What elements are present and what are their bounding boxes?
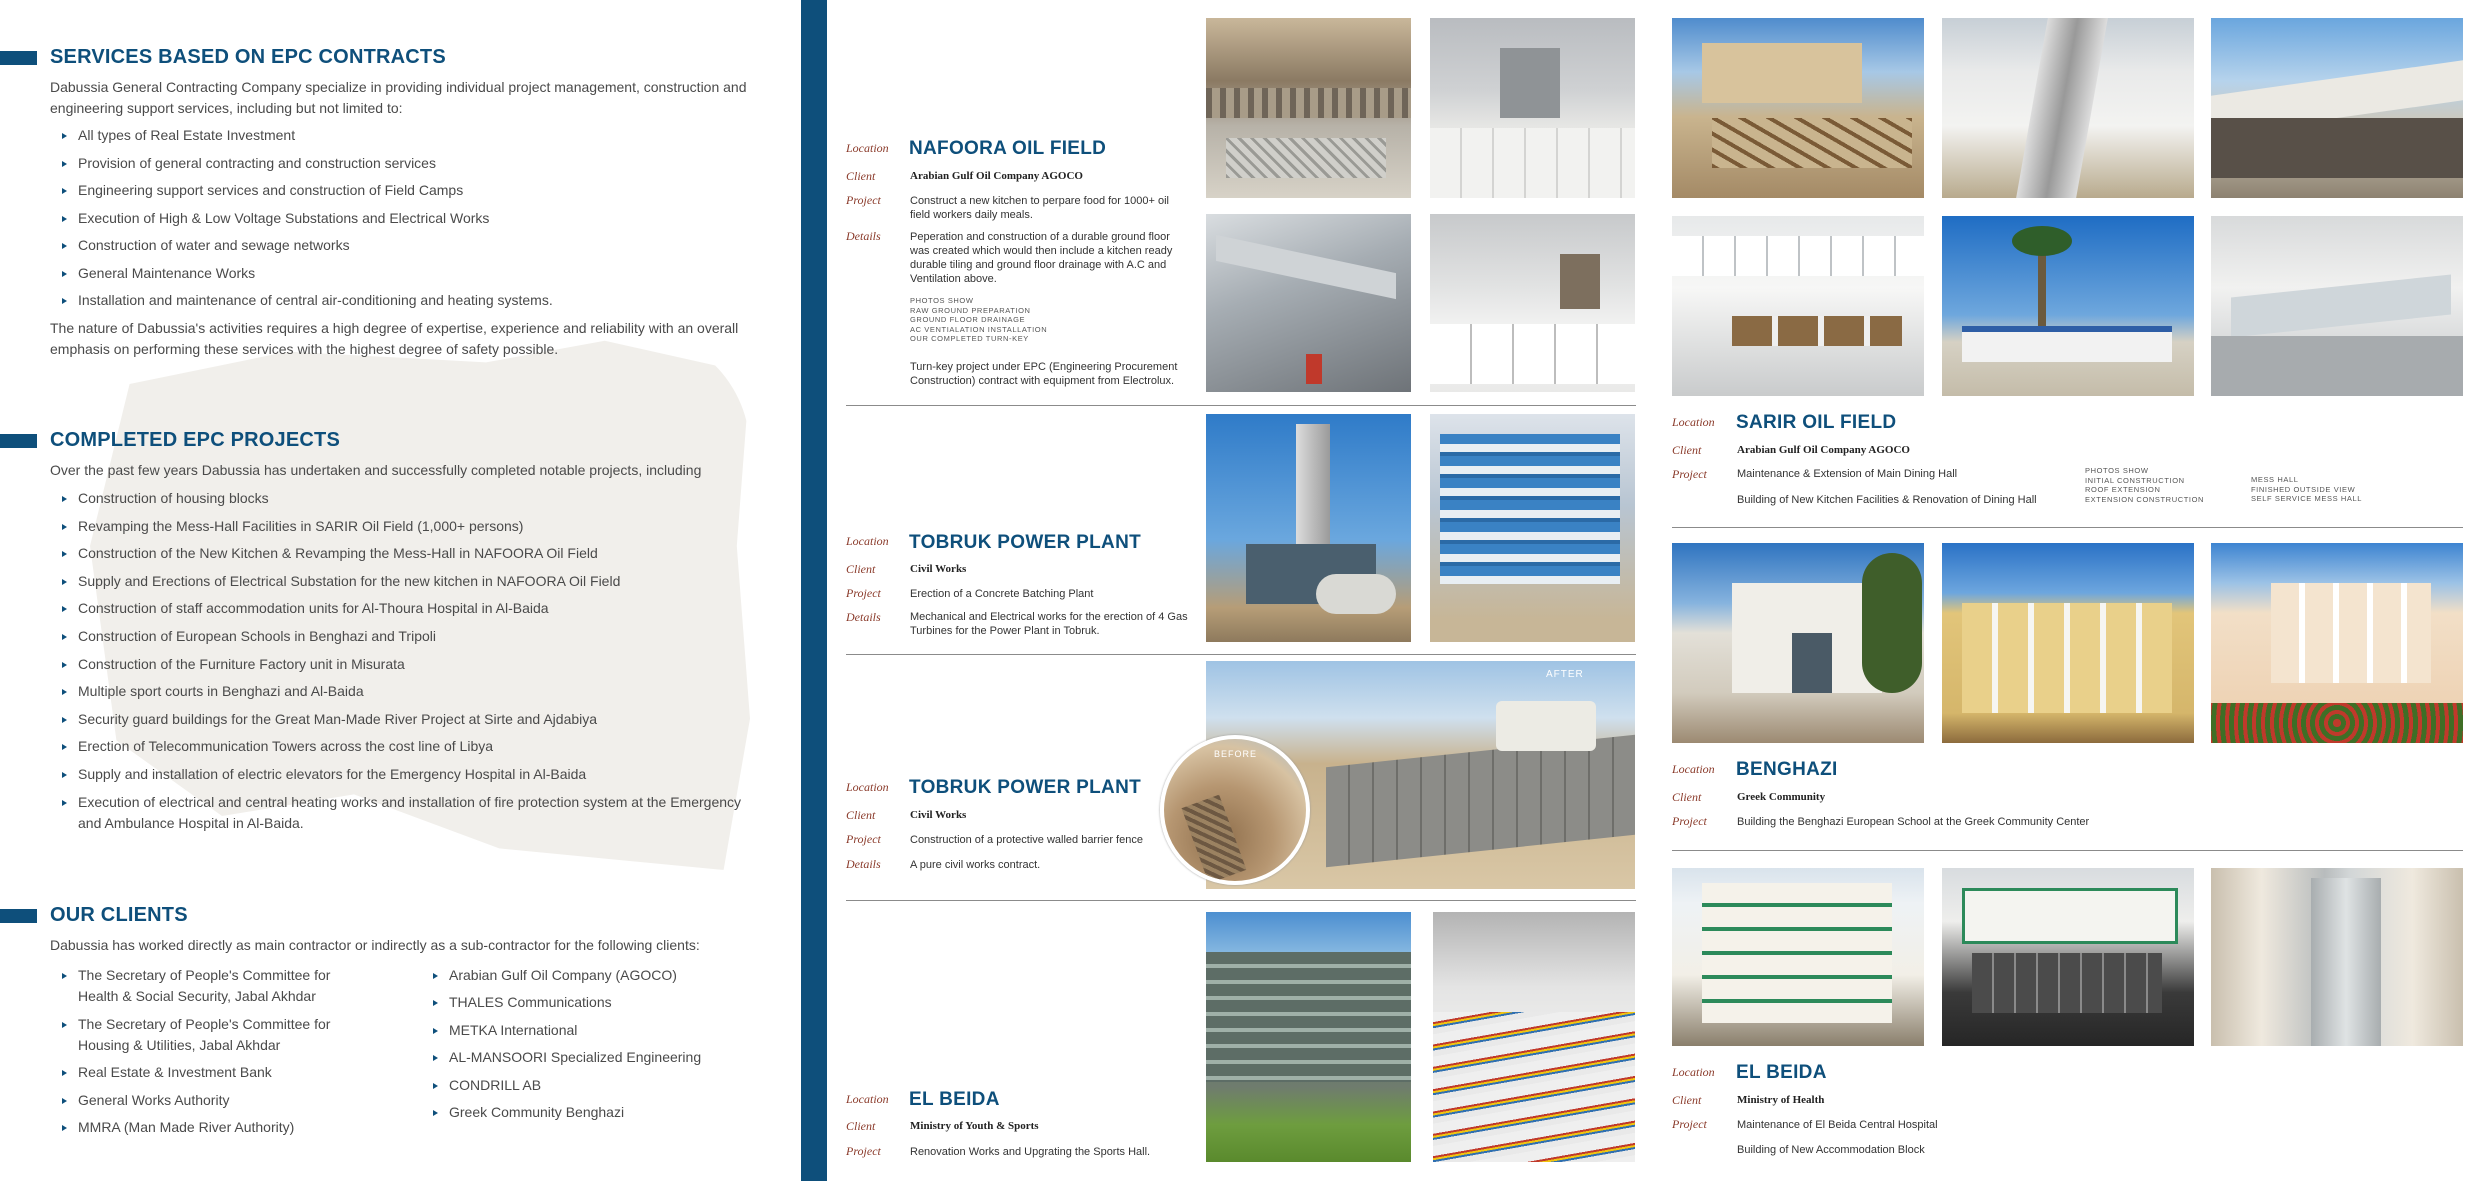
project-description: Maintenance & Extension of Main Dining Hall <box>1737 468 1958 480</box>
list-item: Supply and installation of electric elevators for the Emergency Hospital in Al-Baida <box>62 764 742 785</box>
list-item: Construction of the Furniture Factory unit in Misurata <box>62 654 742 675</box>
clients-list-col1 <box>62 965 362 1138</box>
caption-line: PHOTOS SHOW <box>910 296 974 305</box>
photo-ac-ventilation <box>1206 214 1411 392</box>
photo-roof-extension <box>1942 18 2194 198</box>
list-item: Engineering support services and construction of Field Camps <box>62 180 553 201</box>
photo-hospital-elevator <box>2211 868 2463 1046</box>
photo-finished-outside-view <box>1942 216 2194 396</box>
list-item: Real Estate & Investment Bank <box>62 1062 362 1083</box>
section-divider <box>846 405 1636 406</box>
label-project: Project <box>846 586 881 600</box>
list-item: All types of Real Estate Investment <box>62 125 553 146</box>
project-description: Building of New Kitchen Facilities & Renovation of Dining Hall <box>1737 494 2037 506</box>
caption-line: OUR COMPLETED TURN-KEY <box>910 334 1029 343</box>
photos-show-list <box>2085 466 2204 504</box>
list-item: Execution of High & Low Voltage Substations and Electrical Works <box>62 208 553 229</box>
details-description: A pure civil works contract. <box>910 859 1041 871</box>
services-intro: Dabussia General Contracting Company specialize in providing individual project management, construction and engineering support services, including but not limited to: <box>50 79 747 116</box>
client-name: Ministry of Health <box>1737 1094 1825 1106</box>
list-item: Arabian Gulf Oil Company (AGOCO) <box>433 965 773 986</box>
photo-sports-hall-exterior <box>1206 912 1411 1162</box>
project-description: Building the Benghazi European School at the Greek Community Center <box>1737 816 2090 828</box>
list-item: The Secretary of People's Committee for Housing & Utilities, Jabal Akhdar <box>62 1014 362 1056</box>
label-project: Project <box>1672 1117 1707 1131</box>
caption-line: SELF SERVICE MESS HALL <box>2251 494 2363 503</box>
photo-self-service-mess-hall <box>2211 216 2463 396</box>
label-details: Details <box>846 229 881 243</box>
caption-line: RAW GROUND PREPARATION <box>910 305 1031 315</box>
clients-intro: Dabussia has worked directly as main contractor or indirectly as a sub-contractor for the following clients: <box>50 937 700 953</box>
photo-hospital-entrance <box>1942 868 2194 1046</box>
label-client: Client <box>1672 1093 1702 1107</box>
client-name: Ministry of Youth & Sports <box>910 1120 1039 1132</box>
label-client: Client <box>846 808 876 822</box>
label-project: Project <box>1672 814 1707 828</box>
list-item: Erection of Telecommunication Towers across the cost line of Libya <box>62 736 742 757</box>
label-project: Project <box>846 193 881 207</box>
project-title-nafoora: NAFOORA OIL FIELD <box>909 138 1107 159</box>
photo-extension-construction <box>2211 18 2463 198</box>
label-details: Details <box>846 610 881 624</box>
label-location: Location <box>1672 762 1715 776</box>
project-description: Construction of a protective walled barrier fence <box>910 834 1143 846</box>
list-item: Construction of housing blocks <box>62 488 742 509</box>
label-location: Location <box>1672 1065 1715 1079</box>
list-item: THALES Communications <box>433 992 773 1013</box>
section-marker <box>0 909 37 923</box>
services-title: SERVICES BASED ON EPC CONTRACTS <box>50 46 446 68</box>
label-project: Project <box>1672 467 1707 481</box>
label-client: Client <box>1672 790 1702 804</box>
completed-intro: Over the past few years Dabussia has undertaken and successfully completed notable projects, including <box>50 462 702 478</box>
caption-line: GROUND FLOOR DRAINAGE <box>910 315 1026 324</box>
list-item: Revamping the Mess-Hall Facilities in SARIR Oil Field (1,000+ persons) <box>62 516 742 537</box>
caption-line: MESS HALL <box>2251 475 2299 484</box>
caption-line: ROOF EXTENSION <box>2085 485 2161 494</box>
clients-list-col2 <box>433 965 773 1123</box>
photo-sports-hall-seating <box>1433 912 1635 1162</box>
list-item: AL-MANSOORI Specialized Engineering <box>433 1047 773 1068</box>
label-project: Project <box>846 832 881 846</box>
client-name: Greek Community <box>1737 791 1826 803</box>
caption-line: INITIAL CONSTRUCTION <box>2085 475 2185 485</box>
list-item: MMRA (Man Made River Authority) <box>62 1117 362 1138</box>
list-item: Construction of European Schools in Benghazi and Tripoli <box>62 626 742 647</box>
project-title-tobruk: TOBRUK POWER PLANT <box>909 777 1141 798</box>
label-location: Location <box>846 780 889 794</box>
list-item: General Works Authority <box>62 1090 362 1111</box>
photo-completed-turnkey <box>1430 214 1635 392</box>
label-location: Location <box>1672 415 1715 429</box>
section-marker <box>0 51 37 65</box>
caption-line: FINISHED OUTSIDE VIEW <box>2251 484 2356 494</box>
section-divider <box>1672 527 2463 528</box>
project-title-el-beida: EL BEIDA <box>1736 1062 1827 1083</box>
completed-list <box>62 488 742 834</box>
photo-european-school-building <box>1942 543 2194 743</box>
after-caption: AFTER <box>1546 669 1584 680</box>
photo-european-school-garden <box>2211 543 2463 743</box>
photo-european-school-entrance <box>1672 543 1924 743</box>
list-item: General Maintenance Works <box>62 263 553 284</box>
list-item: Multiple sport courts in Benghazi and Al-Baida <box>62 681 742 702</box>
caption-line: AC VENTIALATION INSTALLATION <box>910 324 1048 334</box>
list-item: The Secretary of People's Committee for Health & Social Security, Jabal Akhdar <box>62 965 362 1007</box>
label-client: Client <box>846 1119 876 1133</box>
label-client: Client <box>846 169 876 183</box>
list-item: METKA International <box>433 1020 773 1041</box>
section-marker <box>0 434 37 448</box>
services-list <box>62 125 553 311</box>
details-description: Peperation and construction of a durable ground floor was created which would then include a kitchen ready durable tiling and ground floor drainage with A.C and Ventilation above. <box>910 231 1173 285</box>
section-divider <box>846 654 1636 655</box>
list-item: Installation and maintenance of central air-conditioning and heating systems. <box>62 290 553 311</box>
photos-show-list <box>910 296 1047 344</box>
photo-initial-construction <box>1672 18 1924 198</box>
list-item: Provision of general contracting and construction services <box>62 153 553 174</box>
client-name: Arabian Gulf Oil Company AGOCO <box>910 170 1083 182</box>
project-description: Renovation Works and Upgrating the Sports Hall. <box>910 1146 1151 1158</box>
list-item: CONDRILL AB <box>433 1075 773 1096</box>
label-location: Location <box>846 141 889 155</box>
turnkey-note: Turn-key project under EPC (Engineering Procurement Construction) contract with equipment from Electrolux. <box>910 361 1178 387</box>
photos-show-list <box>2251 475 2362 504</box>
services-outro: The nature of Dabussia's activities requires a high degree of expertise, experience and reliability with an overall emphasis on performing these services with the highest degree of safety possible. <box>50 320 739 357</box>
label-client: Client <box>1672 443 1702 457</box>
label-details: Details <box>846 857 881 871</box>
photo-mess-hall <box>1672 216 1924 396</box>
project-title-benghazi: BENGHAZI <box>1736 759 1838 780</box>
project-description: Building of New Accommodation Block <box>1737 1144 1925 1156</box>
caption-line: PHOTOS SHOW <box>2085 466 2149 475</box>
client-name: Arabian Gulf Oil Company AGOCO <box>1737 444 1910 456</box>
list-item: Construction of staff accommodation units for Al-Thoura Hospital in Al-Baida <box>62 598 742 619</box>
list-item: Security guard buildings for the Great Man-Made River Project at Sirte and Ajdabiya <box>62 709 742 730</box>
project-description: Maintenance of El Beida Central Hospital <box>1737 1119 1938 1131</box>
project-title-sarir: SARIR OIL FIELD <box>1736 412 1897 433</box>
photo-concrete-batching-plant <box>1206 414 1411 642</box>
caption-line: EXTENSION CONSTRUCTION <box>2085 494 2205 504</box>
label-client: Client <box>846 562 876 576</box>
label-project: Project <box>846 1144 881 1158</box>
list-item: Greek Community Benghazi <box>433 1102 773 1123</box>
client-name: Civil Works <box>910 809 967 821</box>
project-description: Erection of a Concrete Batching Plant <box>910 588 1094 600</box>
photo-gas-turbine-structure <box>1430 414 1635 642</box>
section-divider <box>1672 850 2463 851</box>
completed-title: COMPLETED EPC PROJECTS <box>50 429 340 451</box>
photo-empty-interior <box>1430 18 1635 198</box>
list-item: Construction of water and sewage networks <box>62 235 553 256</box>
photo-ground-preparation <box>1206 18 1411 198</box>
photo-accommodation-block <box>1672 868 1924 1046</box>
details-description: Mechanical and Electrical works for the erection of 4 Gas Turbines for the Power Plant in Tobruk. <box>910 611 1188 637</box>
project-title-tobruk: TOBRUK POWER PLANT <box>909 532 1141 553</box>
before-caption: BEFORE <box>1214 749 1258 759</box>
project-title-el-beida: EL BEIDA <box>909 1089 1000 1110</box>
section-divider <box>846 900 1636 901</box>
center-fold-bar <box>801 0 827 1181</box>
project-description: Construct a new kitchen to perpare food for 1000+ oil field workers daily meals. <box>910 195 1169 221</box>
label-location: Location <box>846 534 889 548</box>
list-item: Supply and Erections of Electrical Substation for the new kitchen in NAFOORA Oil Field <box>62 571 742 592</box>
clients-title: OUR CLIENTS <box>50 904 188 926</box>
list-item: Execution of electrical and central heating works and installation of fire protection system at the Emergency and Ambulance Hospital in Al-Baida. <box>62 792 742 834</box>
list-item: Construction of the New Kitchen & Revamping the Mess-Hall in NAFOORA Oil Field <box>62 543 742 564</box>
label-location: Location <box>846 1092 889 1106</box>
client-name: Civil Works <box>910 563 967 575</box>
